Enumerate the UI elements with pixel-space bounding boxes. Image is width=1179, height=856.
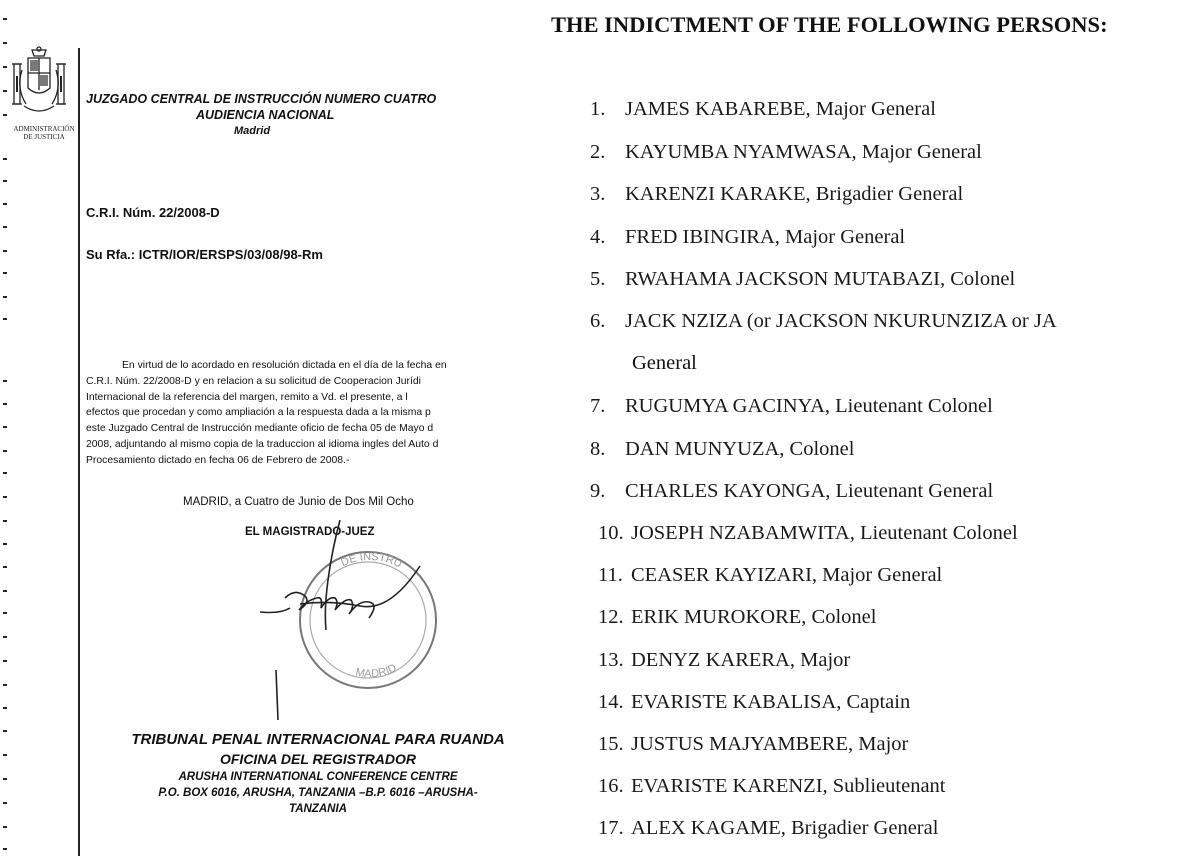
list-item-text: CEASER KAYIZARI, Major General: [631, 564, 943, 586]
admin-label-line1: ADMINISTRACIÓN: [13, 125, 75, 133]
registrar-office: OFICINA DEL REGISTRADOR: [219, 751, 416, 767]
list-item-text: EVARISTE KABALISA, Captain: [631, 691, 911, 713]
list-item: [590, 183, 963, 206]
conference-centre: ARUSHA INTERNATIONAL CONFERENCE CENTRE: [178, 771, 458, 783]
seal-top-text: DE INSTRU: [339, 550, 404, 571]
list-item-number: 14.: [598, 691, 624, 713]
list-item-text: FRED IBINGIRA, Major General: [625, 226, 906, 248]
list-item: [598, 733, 908, 756]
list-item: [598, 564, 942, 587]
court-subname: AUDIENCIA NACIONAL: [196, 108, 335, 122]
signatory-title: EL MAGISTRADO-JUEZ: [245, 526, 375, 538]
list-item: [598, 691, 910, 714]
list-item-text: JAMES KABAREBE, Major General: [625, 98, 936, 120]
list-item-text: EVARISTE KARENZI, Sublieutenant: [631, 775, 946, 797]
list-item-number: 2.: [590, 141, 606, 163]
list-item: [590, 310, 1057, 333]
list-item-number: 9.: [590, 480, 606, 502]
list-item-text: RWAHAMA JACKSON MUTABAZI, Colonel: [625, 268, 1016, 290]
list-item-text: DAN MUNYUZA, Colonel: [625, 438, 855, 460]
list-item-number: 7.: [590, 395, 606, 417]
list-item: [590, 438, 854, 461]
body-line: este Juzgado Central de Instrucción mediante oficio de fecha 05 de Mayo d: [86, 423, 434, 435]
list-item-number: 8.: [590, 438, 606, 460]
list-item: [590, 268, 1015, 291]
court-name: JUZGADO CENTRAL DE INSTRUCCIÓN NUMERO CUATRO: [86, 92, 437, 106]
list-item-number: 6.: [590, 310, 606, 332]
list-item-text: CHARLES KAYONGA, Lieutenant General: [625, 480, 994, 502]
list-item-text: RUGUMYA GACINYA, Lieutenant Colonel: [625, 395, 993, 417]
list-item-text: KARENZI KARAKE, Brigadier General: [625, 183, 964, 205]
list-item-text: ERIK MUROKORE, Colonel: [631, 606, 877, 628]
admin-label-line2: DE JUSTICIA: [23, 133, 65, 141]
list-item-continuation: General: [632, 352, 697, 374]
list-item-number: 10.: [598, 522, 624, 544]
list-item-text: JACK NZIZA (or JACKSON NKURUNZIZA or JA: [625, 310, 1057, 332]
body-line: C.R.I. Núm. 22/2008-D y en relacion a su solicitud de Cooperacion Jurídi: [86, 375, 421, 387]
seal-bottom-text: MADRID: [354, 661, 399, 681]
list-item: [598, 817, 938, 840]
indictment-title: THE INDICTMENT OF THE FOLLOWING PERSONS:: [551, 12, 1108, 37]
list-item: [598, 522, 1018, 545]
list-item-number: 16.: [598, 775, 624, 797]
po-box: P.O. BOX 6016, ARUSHA, TANZANIA –B.P. 6016 –ARUSHA-: [158, 787, 478, 799]
list-item-number: 4.: [590, 226, 606, 248]
list-item-text: ALEX KAGAME, Brigadier General: [631, 817, 939, 839]
court-city: Madrid: [234, 125, 271, 137]
body-line: En virtud de lo acordado en resolución dictada en el día de la fecha en: [122, 360, 447, 371]
list-item: [590, 141, 982, 164]
dateline: MADRID, a Cuatro de Junio de Dos Mil Ocho: [183, 496, 414, 508]
list-item-number: 11.: [598, 564, 623, 586]
list-item: [590, 395, 993, 418]
list-item-text: KAYUMBA NYAMWASA, Major General: [625, 141, 982, 163]
body-line: 2008, adjuntando al mismo copia de la traduccion al idioma ingles del Auto d: [86, 438, 439, 450]
list-item: [590, 480, 993, 503]
cri-reference: C.R.I. Núm. 22/2008-D: [86, 205, 220, 220]
list-item-number: 12.: [598, 606, 624, 628]
list-item-number: 17.: [598, 817, 624, 839]
list-item-text: JOSEPH NZABAMWITA, Lieutenant Colonel: [631, 522, 1018, 544]
list-item-text: DENYZ KARERA, Major: [631, 649, 851, 671]
list-item: [590, 98, 936, 121]
country: TANZANIA: [289, 803, 347, 815]
list-item: [598, 775, 946, 798]
list-item-number: 13.: [598, 649, 624, 671]
list-item-text: JUSTUS MAJYAMBERE, Major: [631, 733, 909, 755]
list-item-number: 1.: [590, 98, 606, 120]
list-item: [590, 226, 905, 249]
list-item-number: 3.: [590, 183, 606, 205]
list-item: [598, 606, 876, 629]
body-line: Internacional de la referencia del margen, remito a Vd. el presente, a l: [86, 391, 408, 403]
rfa-reference: Su Rfa.: ICTR/IOR/ERSPS/03/08/98-Rm: [86, 247, 323, 262]
tribunal-name: TRIBUNAL PENAL INTERNACIONAL PARA RUANDA: [131, 731, 505, 748]
list-item-number: 5.: [590, 268, 606, 290]
list-item-number: 15.: [598, 733, 624, 755]
body-line: Procesamiento dictado en fecha 06 de Febrero de 2008.-: [86, 454, 350, 466]
body-line: efectos que procedan y como ampliación a la respuesta dada a la misma p: [86, 407, 431, 419]
list-item: [598, 649, 850, 672]
